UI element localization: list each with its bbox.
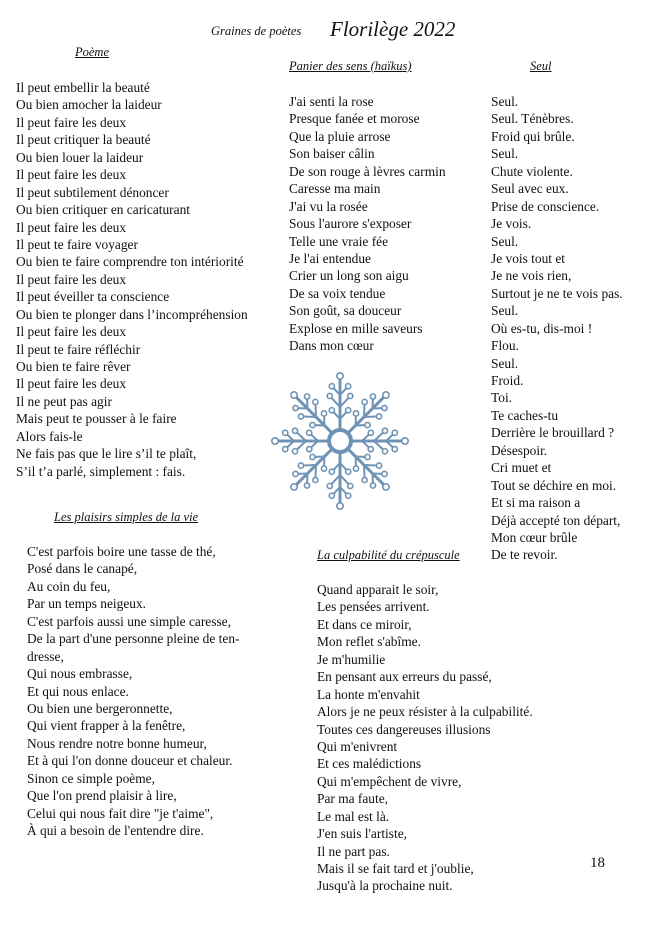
poem-line: Il peut faire les deux (16, 271, 127, 287)
poem-line: Froid. (491, 373, 524, 388)
poem-line: Seul. (491, 303, 519, 319)
poem-line: Et si ma raison a (491, 495, 581, 511)
poem-line: J'en suis l'artiste, (317, 826, 407, 842)
poem-line: C'est parfois aussi une simple caresse, (27, 613, 231, 629)
poem-line: Ou bien louer la laideur (16, 149, 144, 165)
poem-line: Il peut te faire voyager (16, 236, 138, 252)
poem-line: Que l'on prend plaisir à lire, (27, 788, 177, 804)
poem-line: Au coin du feu, (27, 578, 111, 594)
poem-line: Posé dans le canapé, (27, 561, 138, 577)
poem-line: dresse, (27, 648, 64, 664)
poem-line: Que la pluie arrose (289, 128, 391, 144)
poem-line: Les pensées arrivent. (317, 599, 430, 615)
poem-line: La honte m'envahit (317, 686, 420, 702)
poem-line: Te caches-tu (491, 407, 559, 423)
poem-line: Je m'humilie (317, 651, 386, 667)
poem-line: Seul. (491, 355, 519, 371)
poem-line: Caresse ma main (289, 181, 381, 197)
poem-line: Il peut éveiller ta conscience (16, 289, 170, 305)
poem-line: J'ai senti la rose (289, 94, 374, 109)
poem-line: Sinon ce simple poème, (27, 770, 155, 786)
poem-line: Déjà accepté ton départ, (491, 512, 621, 528)
anthology-title: Florilège 2022 (330, 17, 456, 41)
poem-line: Ne fais pas que le lire s’il te plaît, (16, 446, 197, 462)
poem-line: À qui a besoin de l'entendre dire. (27, 823, 204, 838)
poem-line: Il ne part pas. (317, 843, 390, 859)
poem-title-poeme: Poème (75, 45, 110, 59)
poem-line: Nous rendre notre bonne humeur, (27, 735, 207, 751)
poem-line: Surtout je ne te vois pas. (491, 285, 623, 301)
poem-line: Qui nous embrasse, (27, 666, 133, 682)
poem-line: Ou bien te faire rêver (16, 359, 131, 374)
snowflake-icon (264, 362, 416, 520)
poem-line: Il peut subtilement dénoncer (16, 184, 169, 200)
poem-line: Par ma faute, (317, 791, 389, 807)
poem-line: Alors je ne peux résister à la culpabilité. (317, 704, 533, 720)
poem-line: Ou bien te plonger dans l’incompréhension (16, 306, 248, 322)
poem-title-plaisirs-simples: Les plaisirs simples de la vie (54, 510, 199, 524)
poem-line: Je l'ai entendue (289, 250, 371, 266)
poem-line: Toutes ces dangereuses illusions (317, 721, 491, 737)
poem-line: Il ne peut pas agir (16, 393, 112, 409)
poem-line: Ou bien te faire comprendre ton intériorité (16, 254, 244, 270)
poem-line: Crier un long son aigu (289, 268, 409, 284)
poem-line: Il peut embellir la beauté (16, 80, 150, 95)
poem-line: Seul. Ténèbres. (491, 111, 574, 127)
anthology-subtitle: Graines de poètes (211, 24, 302, 38)
poem-line: Où es-tu, dis-moi ! (491, 320, 593, 336)
poem-body-panier-des-sens (289, 93, 446, 355)
poem-line: Ou bien critiquer en caricaturant (16, 202, 190, 218)
poem-line: Il peut faire les deux (16, 167, 127, 183)
poem-line: De la part d'une personne pleine de ten- (27, 631, 240, 647)
poem-line: C'est parfois boire une tasse de thé, (27, 544, 216, 559)
poem-title-seul: Seul (530, 59, 552, 73)
poem-line: Flou. (491, 338, 519, 354)
poem-line: Tout se déchire en moi. (491, 477, 617, 493)
poem-line: Toi. (491, 390, 513, 406)
poem-line: De son rouge à lèvres carmin (289, 163, 446, 179)
poem-line: Et dans ce miroir, (317, 616, 412, 632)
poem-line: Qui m'empêchent de vivre, (317, 773, 462, 789)
poem-line: Dans mon cœur (289, 338, 374, 354)
poem-line: Derrière le brouillard ? (491, 425, 615, 441)
poem-line: Je vois. (491, 216, 532, 232)
poem-line: Seul avec eux. (491, 181, 569, 197)
poem-line: Et ces malédictions (317, 756, 422, 772)
poem-body-culpabilite (317, 581, 533, 895)
poem-line: Seul. (491, 94, 519, 109)
poem-line: De sa voix tendue (289, 285, 386, 301)
poem-body-plaisirs-simples (27, 543, 240, 839)
poem-line: De te revoir. (491, 547, 558, 563)
poem-line: Par un temps neigeux. (27, 596, 147, 612)
poem-line: Chute violente. (491, 163, 573, 179)
poem-body-poeme (16, 79, 248, 480)
poem-line: En pensant aux erreurs du passé, (317, 669, 492, 685)
poem-line: Son goût, sa douceur (289, 303, 402, 319)
page-number: 18 (590, 855, 605, 871)
poem-line: Froid qui brûle. (491, 128, 575, 144)
poem-line: Il peut te faire réfléchir (16, 341, 141, 357)
poem-line: Il peut critiquer la beauté (16, 132, 151, 148)
poem-line: S’il t’a parlé, simplement : fais. (16, 463, 186, 479)
poem-line: Il peut faire les deux (16, 114, 127, 130)
poem-body-seul (491, 93, 623, 564)
poem-line: Je ne vois rien, (491, 268, 572, 284)
poem-line: Seul. (491, 146, 519, 162)
poem-line: J'ai vu la rosée (289, 198, 368, 214)
poem-line: Il peut faire les deux (16, 219, 127, 235)
poem-title-culpabilite: La culpabilité du crépuscule (317, 548, 460, 562)
poem-line: Celui qui nous fait dire "je t'aime", (27, 805, 214, 821)
poem-line: Son baiser câlin (289, 146, 375, 162)
poem-line: Il peut faire les deux (16, 376, 127, 392)
poem-line: Jusqu'à la prochaine nuit. (317, 878, 453, 894)
poem-title-panier-des-sens: Panier des sens (haïkus) (289, 59, 412, 73)
poem-line: Et à qui l'on donne douceur et chaleur. (27, 753, 233, 769)
poem-line: Il peut faire les deux (16, 324, 127, 340)
poem-line: Mais peut te pousser à le faire (16, 411, 177, 427)
poem-line: Ou bien une bergeronnette, (27, 700, 173, 716)
poem-line: Alors fais-le (16, 428, 83, 444)
poem-line: Qui m'enivrent (317, 738, 398, 754)
poem-line: Telle une vraie fée (289, 233, 389, 249)
poem-line: Prise de conscience. (491, 198, 600, 214)
poem-line: Qui vient frapper à la fenêtre, (27, 718, 186, 734)
poem-line: Cri muet et (491, 460, 552, 476)
poem-line: Sous l'aurore s'exposer (289, 216, 412, 232)
poem-line: Et qui nous enlace. (27, 683, 129, 699)
poem-line: Mon cœur brûle (491, 529, 578, 545)
poem-line: Ou bien amocher la laideur (16, 97, 162, 113)
poem-line: Je vois tout et (491, 250, 566, 266)
poem-line: Seul. (491, 233, 519, 249)
poem-line: Quand apparait le soir, (317, 582, 439, 597)
poem-line: Le mal est là. (317, 808, 390, 824)
poem-line: Explose en mille saveurs (289, 320, 423, 336)
poem-line: Désespoir. (491, 442, 548, 458)
poem-line: Mais il se fait tard et j'oublie, (317, 861, 474, 876)
poem-line: Mon reflet s'abîme. (317, 634, 421, 650)
poem-line: Presque fanée et morose (289, 111, 420, 127)
